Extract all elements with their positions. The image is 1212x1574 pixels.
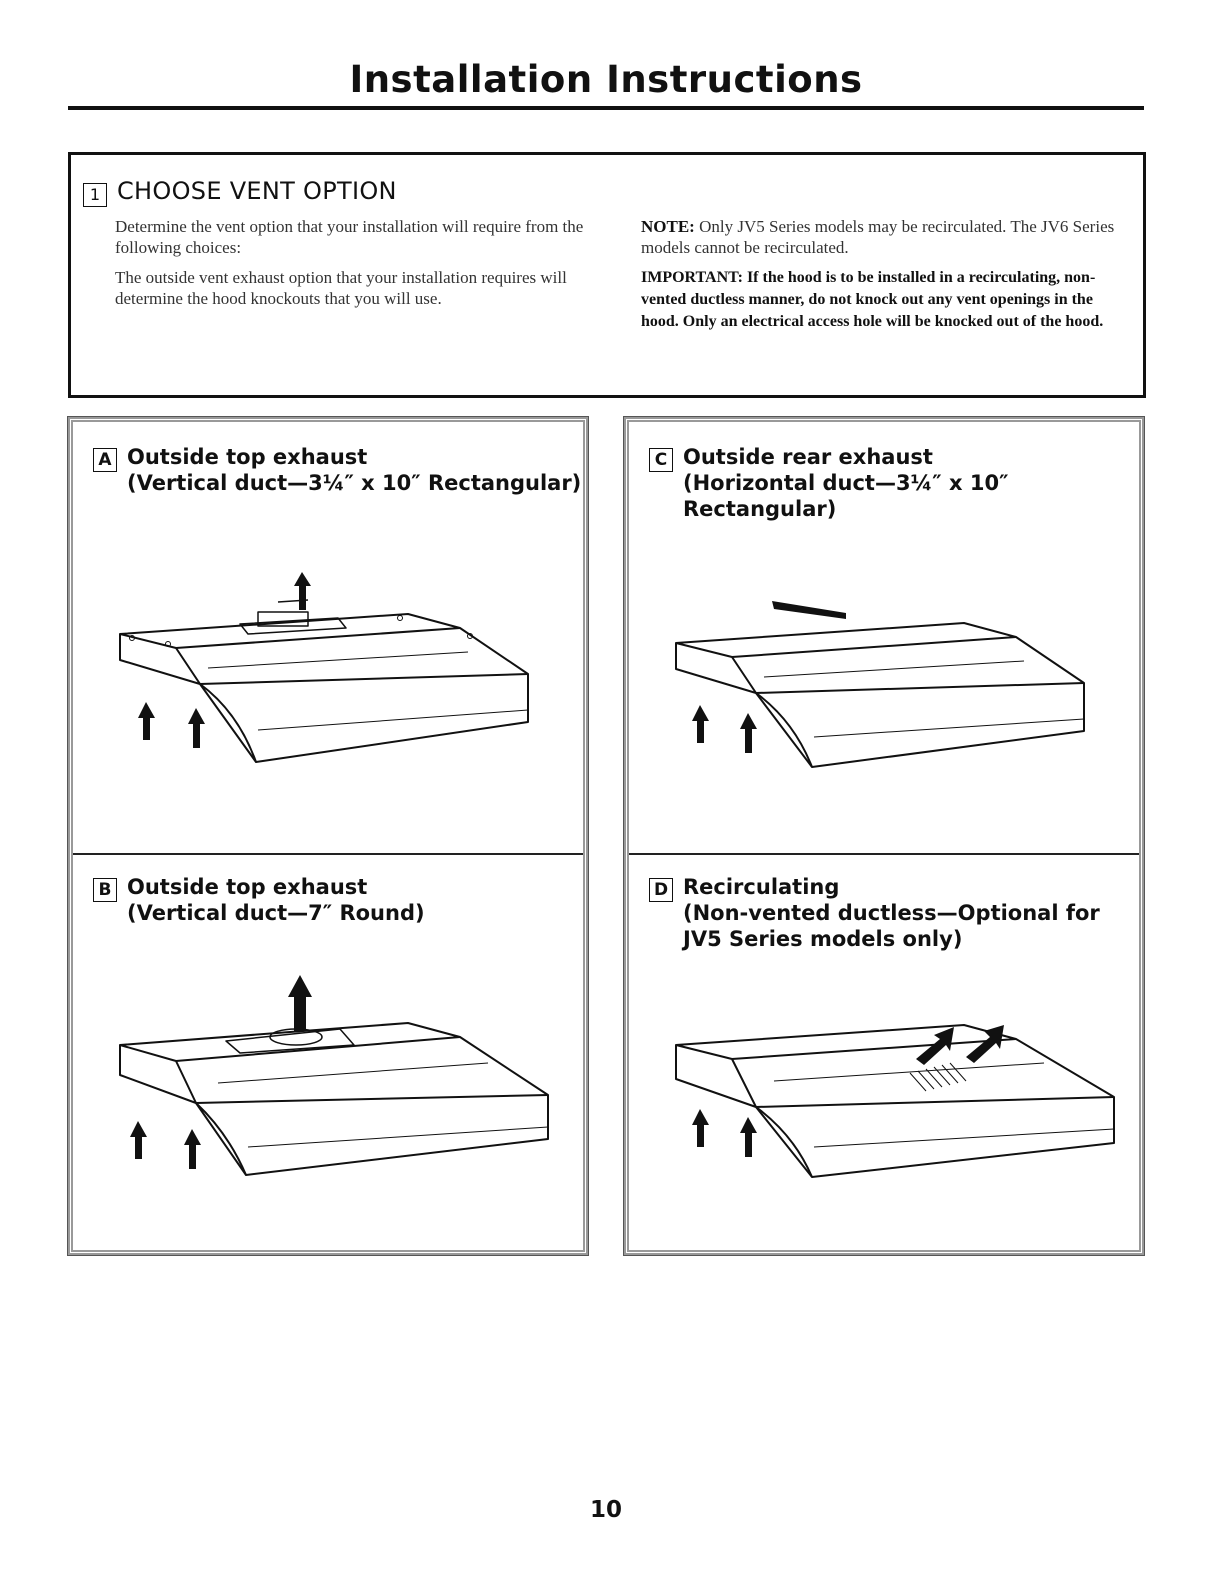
hood-figure-a [108,562,568,782]
hood-figure-d [664,997,1124,1197]
page-number: 10 [589,1497,622,1523]
note-text: Only JV5 Series models may be recirculated. The JV6 Series models cannot be recirculated. [641,217,1115,257]
important-label: IMPORTANT: [641,269,743,286]
step-intro [115,216,585,318]
title-rule [68,106,1144,110]
option-c-heading [683,444,1008,522]
step-heading: CHOOSE VENT OPTION [117,177,397,205]
note-paragraph [641,216,1131,258]
option-d-line2: (Non-vented ductless—Optional for [683,901,1100,925]
option-d-line3: JV5 Series models only) [683,927,963,951]
option-a-heading [127,444,581,496]
option-c-line3: Rectangular) [683,497,837,521]
page-title: Installation Instructions [349,58,863,101]
step-number: 1 [83,183,107,207]
option-c-line1: Outside rear exhaust [683,445,933,469]
panel-divider [629,853,1139,855]
option-a-line1: Outside top exhaust [127,445,368,469]
hood-figure-c [664,587,1124,787]
option-b-line1: Outside top exhaust [127,875,368,899]
intro-paragraph-2: The outside vent exhaust option that your installation requires will determine the hood knockouts that you will use. [115,268,567,308]
hood-figure-b [108,967,568,1187]
option-d-badge: D [649,878,673,902]
step-box [68,152,1146,398]
option-b-badge: B [93,878,117,902]
note-label: NOTE: [641,217,695,236]
option-d-line1: Recirculating [683,875,840,899]
step-notes [641,216,1131,342]
option-d-heading [683,874,1100,952]
option-c-badge: C [649,448,673,472]
option-b-heading [127,874,425,926]
important-text: If the hood is to be installed in a recirculating, non-vented ductless manner, do not knock out any vent openings in the hood. Only an electrical access hole will be knocked out of the hood. [641,269,1104,330]
panel-divider [73,853,583,855]
options-panel-right [624,417,1144,1255]
important-paragraph [641,267,1131,333]
option-a-line2: (Vertical duct—3¼″ x 10″ Rectangular) [127,471,582,495]
options-panel-left [68,417,588,1255]
intro-paragraph-1: Determine the vent option that your installation will require from the following choices: [115,217,584,257]
option-a-badge: A [93,448,117,472]
option-c-line2: (Horizontal duct—3¼″ x 10″ [683,471,1009,495]
option-b-line2: (Vertical duct—7″ Round) [127,901,425,925]
